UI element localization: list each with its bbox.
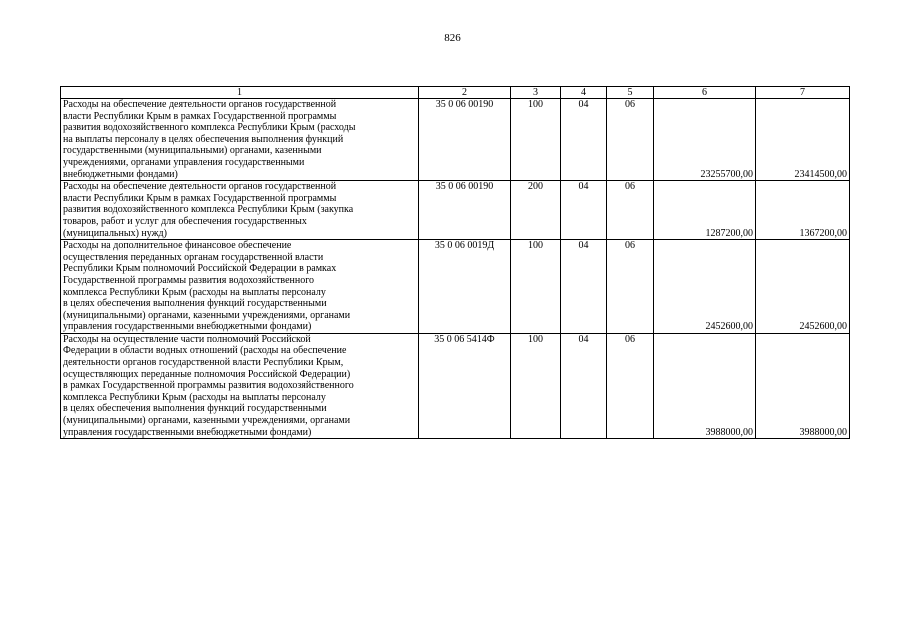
header-cell-4: 4 bbox=[561, 87, 607, 99]
row-section: 04 bbox=[561, 99, 607, 181]
table-row bbox=[61, 181, 850, 240]
row-amount-col6: 23255700,00 bbox=[654, 99, 756, 181]
row-amount-col7: 1367200,00 bbox=[756, 181, 850, 240]
row-expense-type: 200 bbox=[511, 181, 561, 240]
row-amount-col6: 1287200,00 bbox=[654, 181, 756, 240]
row-section: 04 bbox=[561, 333, 607, 438]
row-target-code: 35 0 06 00190 bbox=[419, 181, 511, 240]
row-expense-type: 100 bbox=[511, 333, 561, 438]
row-section: 04 bbox=[561, 181, 607, 240]
row-amount-col7: 3988000,00 bbox=[756, 333, 850, 438]
row-subsection: 06 bbox=[607, 99, 654, 181]
header-cell-5: 5 bbox=[607, 87, 654, 99]
row-amount-col6: 2452600,00 bbox=[654, 240, 756, 334]
row-expense-type: 100 bbox=[511, 240, 561, 334]
row-description: Расходы на осуществление части полномочий Российской Федерации в области водных отношений (расходы на обеспечение деятельности органов государственной власти Республики Крым, осуществляющих переданные полномочия Российской Федерации) в рамках Государственной программы развития водохозяйственного комплекса Республики Крым (расходы на выплаты персоналу в целях обеспечения выполнения функций государственными (муниципальными) органами, казенными учреждениями, органами управления государственными внебюджетными фондами) bbox=[61, 333, 419, 438]
row-description: Расходы на обеспечение деятельности органов государственной власти Республики Крым в рамках Государственной программы развития водохозяйственного комплекса Республики Крым (расходы на выплаты персоналу в целях обеспечения выполнения функций государственными (муниципальными) органами, казенными учреждениями, органами управления государственными внебюджетными фондами) bbox=[61, 99, 419, 181]
table-row bbox=[61, 240, 850, 334]
row-amount-col6: 3988000,00 bbox=[654, 333, 756, 438]
budget-table bbox=[60, 86, 850, 439]
table-header-row bbox=[61, 87, 850, 99]
row-section: 04 bbox=[561, 240, 607, 334]
page-number: 826 bbox=[444, 32, 461, 44]
row-amount-col7: 2452600,00 bbox=[756, 240, 850, 334]
row-target-code: 35 0 06 5414Ф bbox=[419, 333, 511, 438]
header-cell-2: 2 bbox=[419, 87, 511, 99]
header-cell-6: 6 bbox=[654, 87, 756, 99]
row-target-code: 35 0 06 00190 bbox=[419, 99, 511, 181]
row-subsection: 06 bbox=[607, 181, 654, 240]
row-expense-type: 100 bbox=[511, 99, 561, 181]
row-description: Расходы на обеспечение деятельности органов государственной власти Республики Крым в рамках Государственной программы развития водохозяйственного комплекса Республики Крым (закупка товаров, работ и услуг для обеспечения государственных (муниципальных) нужд) bbox=[61, 181, 419, 240]
row-subsection: 06 bbox=[607, 333, 654, 438]
row-description: Расходы на дополнительное финансовое обеспечение осуществления переданных органам государственной власти Республики Крым полномочий Российской Федерации в рамках Государственной программы развития водохозяйственного комплекса Республики Крым (расходы на выплаты персоналу в целях обеспечения выполнения функций государственными (муниципальными) органами, казенными учреждениями, органами управления государственными внебюджетными фондами) bbox=[61, 240, 419, 334]
row-target-code: 35 0 06 0019Д bbox=[419, 240, 511, 334]
row-subsection: 06 bbox=[607, 240, 654, 334]
header-cell-7: 7 bbox=[756, 87, 850, 99]
table-row bbox=[61, 333, 850, 438]
row-amount-col7: 23414500,00 bbox=[756, 99, 850, 181]
table-row bbox=[61, 99, 850, 181]
header-cell-1: 1 bbox=[61, 87, 419, 99]
header-cell-3: 3 bbox=[511, 87, 561, 99]
